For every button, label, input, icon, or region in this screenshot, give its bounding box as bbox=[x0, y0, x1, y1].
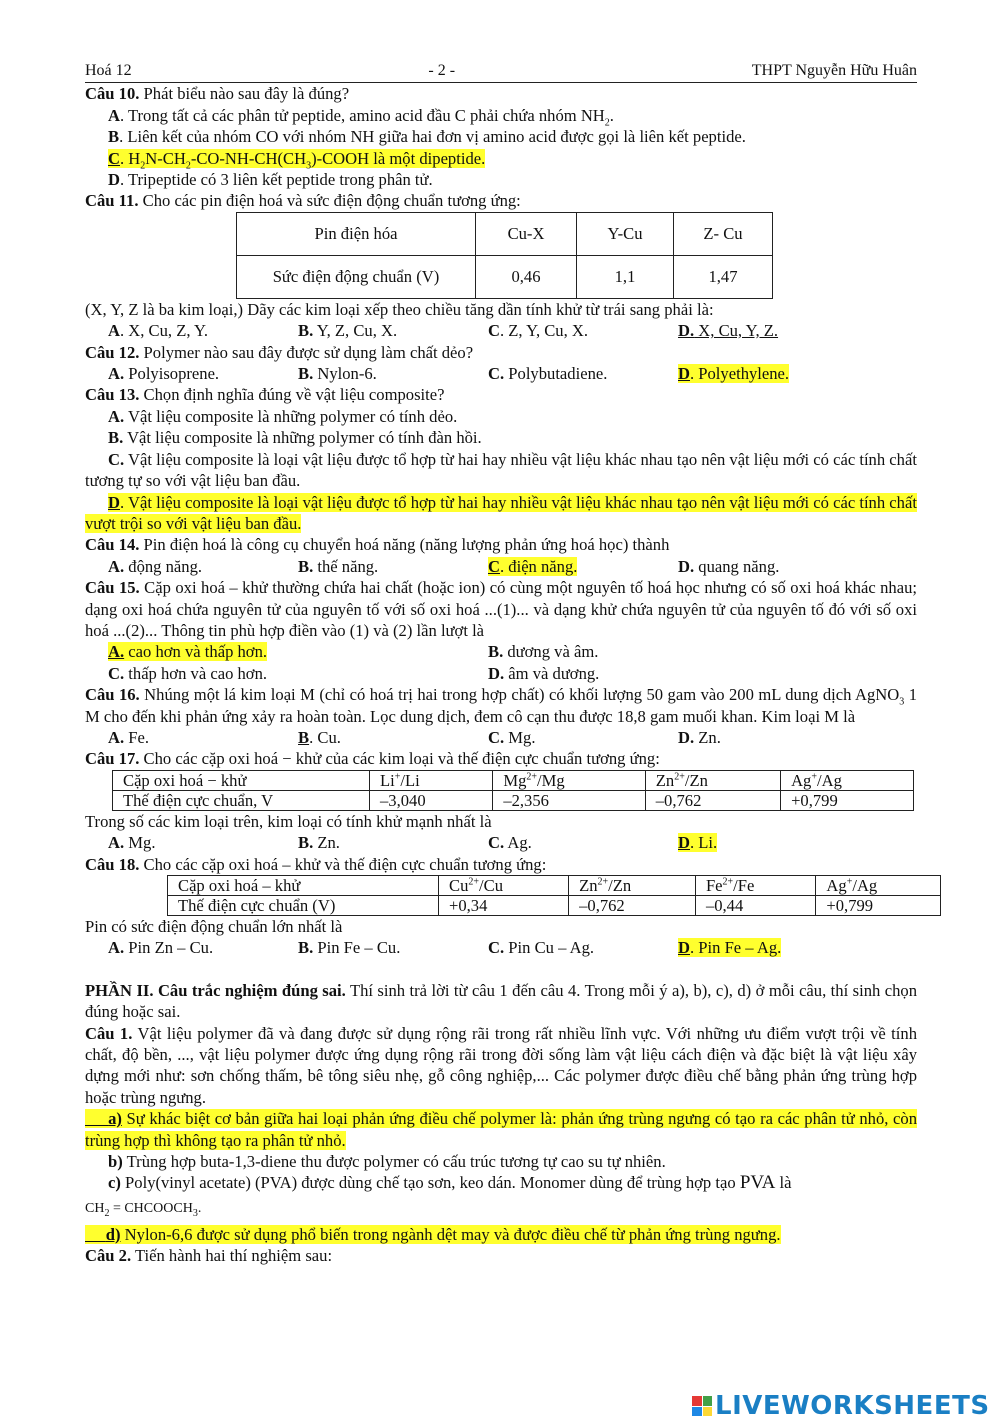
table-cell: Pin điện hóa bbox=[237, 212, 476, 255]
question-14: Câu 14. Pin điện hoá là công cụ chuyển hoá năng (năng lượng phản ứng hoá học) thành bbox=[85, 535, 670, 555]
liveworksheets-wordmark: LIVEWORKSHEETS bbox=[715, 1391, 990, 1421]
q15-option-d[interactable]: D. âm và dương. bbox=[488, 663, 600, 683]
question-16: Câu 16. Nhúng một lá kim loại M (chỉ có hoá trị hai trong hợp chất) có khối lượng 50 gam vào 200 mL dung dịch AgNO$_3$ 1 M cho đến khi phản ứng xảy ra hoàn toàn. Lọc dung dịch, đem cô cạn thu được 18,8 gam muối khan. Kim loại M là bbox=[85, 685, 917, 726]
q11-option-c[interactable]: C. Z, Y, Cu, X. bbox=[488, 321, 589, 341]
q12-option-a[interactable]: A. Polyisoprene. bbox=[108, 364, 220, 384]
question-17: Câu 17. Cho các cặp oxi hoá − khử của các kim loại và thế điện cực chuẩn tương ứng: bbox=[85, 749, 660, 769]
table-cell: –0,44 bbox=[695, 896, 815, 916]
question-15: Câu 15. Cặp oxi hoá – khử thường chứa hai chất (hoặc ion) có cùng một nguyên tố hoá học nhưng có số oxi hoá khác nhau; dạng oxi hoá chứa nguyên tử của nguyên tố với số oxi hoá ...(1)... và dạng khử chứa nguyên tử của nguyên tố đó với số oxi hoá ...(2)... Thông tin phù hợp điền vào (1) và (2) lần lượt là bbox=[85, 578, 918, 640]
q16-options bbox=[85, 727, 917, 748]
table-cell: +0,34 bbox=[439, 896, 569, 916]
q16-option-d[interactable]: D. Zn. bbox=[678, 727, 721, 747]
table-cell: 1,1 bbox=[577, 255, 674, 298]
q11-option-d[interactable]: D. X, Cu, Y, Z. bbox=[678, 321, 779, 341]
part2-q1-statement-b[interactable]: b) Trùng hợp buta-1,3-diene thu được polymer có cấu trúc tương tự cao su tự nhiên. bbox=[108, 1152, 666, 1172]
table-cell: Y-Cu bbox=[577, 212, 674, 255]
part2-q1-statement-a[interactable]: a) Sự khác biệt cơ bản giữa hai loại phản ứng điều chế polymer là: phản ứng trùng ngưng có tạo ra các phân tử nhỏ, còn trùng hợp thì không tạo ra phân tử nhỏ. bbox=[85, 1109, 917, 1150]
page-header bbox=[85, 60, 917, 83]
q12-option-d[interactable]: D. Polyethylene. bbox=[678, 364, 790, 384]
table-cell: $Mg^{2+}/Mg$ bbox=[493, 770, 645, 790]
q11-options bbox=[85, 320, 917, 341]
q14-option-b[interactable]: B. thế năng. bbox=[298, 556, 379, 576]
table-cell: $Zn^{2+}/Zn$ bbox=[645, 770, 780, 790]
q18-option-c[interactable]: C. Pin Cu – Ag. bbox=[488, 938, 595, 958]
liveworksheets-logo bbox=[692, 1391, 990, 1421]
q11-table bbox=[236, 212, 773, 299]
q13-option-b[interactable]: B. Vật liệu composite là những polymer có tính đàn hồi. bbox=[108, 428, 482, 448]
part2-q1-statement-c[interactable]: c) Poly(vinyl acetate) (PVA) được dùng chế tạo sơn, keo dán. Monomer dùng để trùng hợp tạo PVA là bbox=[108, 1172, 792, 1194]
liveworksheets-logo-icon bbox=[692, 1396, 712, 1416]
q11-note: (X, Y, Z là ba kim loại,) Dãy các kim loại xếp theo chiều tăng dần tính khử từ trái sang phải là: bbox=[85, 299, 714, 319]
table-cell: Ag+/Ag bbox=[781, 770, 914, 790]
table-cell: Thế điện cực chuẩn (V) bbox=[168, 896, 439, 916]
q18-option-b[interactable]: B. Pin Fe – Cu. bbox=[298, 938, 401, 958]
q15-option-b[interactable]: B. dương và âm. bbox=[488, 642, 599, 662]
q17-table bbox=[112, 770, 914, 811]
table-cell: –0,762 bbox=[645, 790, 780, 810]
table-row bbox=[113, 770, 914, 790]
q14-option-d[interactable]: D. quang năng. bbox=[678, 556, 780, 576]
table-row bbox=[168, 876, 941, 896]
question-18: Câu 18. Cho các cặp oxi hoá – khử và thế điện cực chuẩn tương ứng: bbox=[85, 854, 547, 874]
part2-q1-formula: $CH_2$ = $CHCOOCH_3$. bbox=[85, 1200, 202, 1219]
q16-option-a[interactable]: A. Fe. bbox=[108, 727, 150, 747]
q14-option-a[interactable]: A. động năng. bbox=[108, 556, 203, 576]
table-cell: 0,46 bbox=[476, 255, 577, 298]
q16-option-c[interactable]: C. Mg. bbox=[488, 727, 536, 747]
table-cell: Cặp oxi hoá − khử bbox=[113, 770, 370, 790]
q10-option-c[interactable]: C. $H_2N-CH_2-CO-NH-CH(CH_3)$-COOH là một dipeptide. bbox=[108, 148, 486, 171]
q11-option-b[interactable]: B. Y, Z, Cu, X. bbox=[298, 321, 398, 341]
table-row bbox=[237, 255, 773, 298]
q10-option-b[interactable]: B. Liên kết của nhóm CO với nhóm NH giữa hai đơn vị amino acid được gọi là liên kết peptide. bbox=[108, 127, 746, 147]
q13-option-d[interactable]: D. Vật liệu composite là loại vật liệu được tổ hợp từ hai hay nhiều vật liệu khác nhau tạo nên vật liệu mới có các tính chất vượt trội so với vật liệu ban đầu. bbox=[85, 492, 917, 533]
table-cell: Sức điện động chuẩn (V) bbox=[237, 255, 476, 298]
table-cell: –2,356 bbox=[493, 790, 645, 810]
q14-options bbox=[85, 556, 917, 577]
q10-option-a[interactable]: A. Trong tất cả các phân tử peptide, amino acid đầu C phải chứa nhóm $NH_2$. bbox=[108, 105, 614, 129]
question-11: Câu 11. Cho các pin điện hoá và sức điện động chuẩn tương ứng: bbox=[85, 191, 521, 211]
q13-option-a[interactable]: A. Vật liệu composite là những polymer có tính dẻo. bbox=[108, 406, 458, 426]
q15-options-row1 bbox=[85, 641, 917, 662]
q13-option-c[interactable]: C. Vật liệu composite là loại vật liệu được tổ hợp từ hai hay nhiều vật liệu khác nhau tạo nên vật liệu mới có các tính chất tương tự so với vật liệu ban đầu. bbox=[85, 449, 917, 491]
q10-option-d[interactable]: D. Tripeptide có 3 liên kết peptide trong phân tử. bbox=[108, 170, 433, 190]
table-cell: Thế điện cực chuẩn, V bbox=[113, 790, 370, 810]
part2-question-1: Câu 1. Vật liệu polymer đã và đang được sử dụng rộng rãi trong rất nhiều lĩnh vực. Với những ưu điểm vượt trội về tính chất, độ bền, ..., vật liệu polymer được ứng dụng rộng rãi trong đời sống làm vật liệu cách điện và đặc biệt là vật liệu xây dựng mới như: sơn chống thấm, bê tông siêu nhẹ, gỗ công nghiệp,... Các polymer được điều chế bằng phản ứng trùng hợp hoặc trùng ngưng. bbox=[85, 1023, 917, 1107]
q18-note: Pin có sức điện động chuẩn lớn nhất là bbox=[85, 917, 343, 936]
worksheet-page bbox=[85, 60, 917, 1267]
part-2-heading: PHẦN II. Câu trắc nghiệm đúng sai. Thí sinh trả lời từ câu 1 đến câu 4. Trong mỗi ý a), b), c), d) ở mỗi câu, thí sinh chọn đúng hoặc sai. bbox=[85, 980, 917, 1022]
question-13: Câu 13. Chọn định nghĩa đúng về vật liệu composite? bbox=[85, 385, 445, 405]
table-cell: 1,47 bbox=[674, 255, 773, 298]
part2-question-2: Câu 2. Tiến hành hai thí nghiệm sau: bbox=[85, 1246, 333, 1266]
header-page-number: - 2 - bbox=[428, 62, 456, 79]
table-cell: +0,799 bbox=[781, 790, 914, 810]
question-12: Câu 12. Polymer nào sau đây được sử dụng làm chất dẻo? bbox=[85, 342, 474, 362]
q18-option-a[interactable]: A. Pin Zn – Cu. bbox=[108, 938, 214, 958]
q18-option-d[interactable]: D. Pin Fe – Ag. bbox=[678, 938, 782, 958]
table-cell: +0,799 bbox=[816, 896, 941, 916]
q17-option-a[interactable]: A. Mg. bbox=[108, 833, 156, 853]
header-subject: Hoá 12 bbox=[85, 62, 132, 79]
table-cell: $Zn^{2+}/Zn$ bbox=[569, 876, 696, 896]
q15-option-c[interactable]: C. thấp hơn và cao hơn. bbox=[108, 663, 268, 683]
part2-q1-statement-d[interactable]: d) Nylon-6,6 được sử dụng phổ biến trong ngành dệt may và được điều chế từ phản ứng trùng ngưng. bbox=[85, 1224, 917, 1245]
q17-note: Trong số các kim loại trên, kim loại có tính khử mạnh nhất là bbox=[85, 811, 492, 831]
q15-options-row2 bbox=[85, 663, 917, 684]
header-school: THPT Nguyễn Hữu Huân bbox=[751, 62, 917, 79]
table-cell: Cu-X bbox=[476, 212, 577, 255]
q12-option-b[interactable]: B. Nylon-6. bbox=[298, 364, 377, 384]
table-row bbox=[113, 790, 914, 810]
q12-options bbox=[85, 363, 917, 384]
table-cell: Cặp oxi hoá – khử bbox=[168, 876, 439, 896]
q11-option-a[interactable]: A. X, Cu, Z, Y. bbox=[108, 321, 209, 341]
table-cell: –3,040 bbox=[370, 790, 493, 810]
q18-table bbox=[167, 875, 941, 916]
table-cell: $Fe^{2+}/Fe$ bbox=[695, 876, 815, 896]
table-cell: Li+/Li bbox=[370, 770, 493, 790]
q16-option-b[interactable]: B. Cu. bbox=[298, 727, 341, 747]
question-10: Câu 10. Phát biểu nào sau đây là đúng? bbox=[85, 84, 350, 104]
q15-option-a[interactable]: A. cao hơn và thấp hơn. bbox=[108, 642, 268, 662]
q17-option-c[interactable]: C. Ag. bbox=[488, 833, 532, 853]
q18-options bbox=[85, 937, 917, 958]
q14-option-c[interactable]: C. điện năng. bbox=[488, 556, 578, 576]
q12-option-c[interactable]: C. Polybutadiene. bbox=[488, 364, 608, 384]
table-row bbox=[168, 896, 941, 916]
q17-option-b[interactable]: B. Zn. bbox=[298, 833, 340, 853]
table-row bbox=[237, 212, 773, 255]
table-cell: $Cu^{2+}/Cu$ bbox=[439, 876, 569, 896]
q17-options bbox=[85, 832, 917, 853]
q17-option-d[interactable]: D. Li. bbox=[678, 833, 718, 853]
table-cell: Z- Cu bbox=[674, 212, 773, 255]
table-cell: Ag+/Ag bbox=[816, 876, 941, 896]
table-cell: –0,762 bbox=[569, 896, 696, 916]
